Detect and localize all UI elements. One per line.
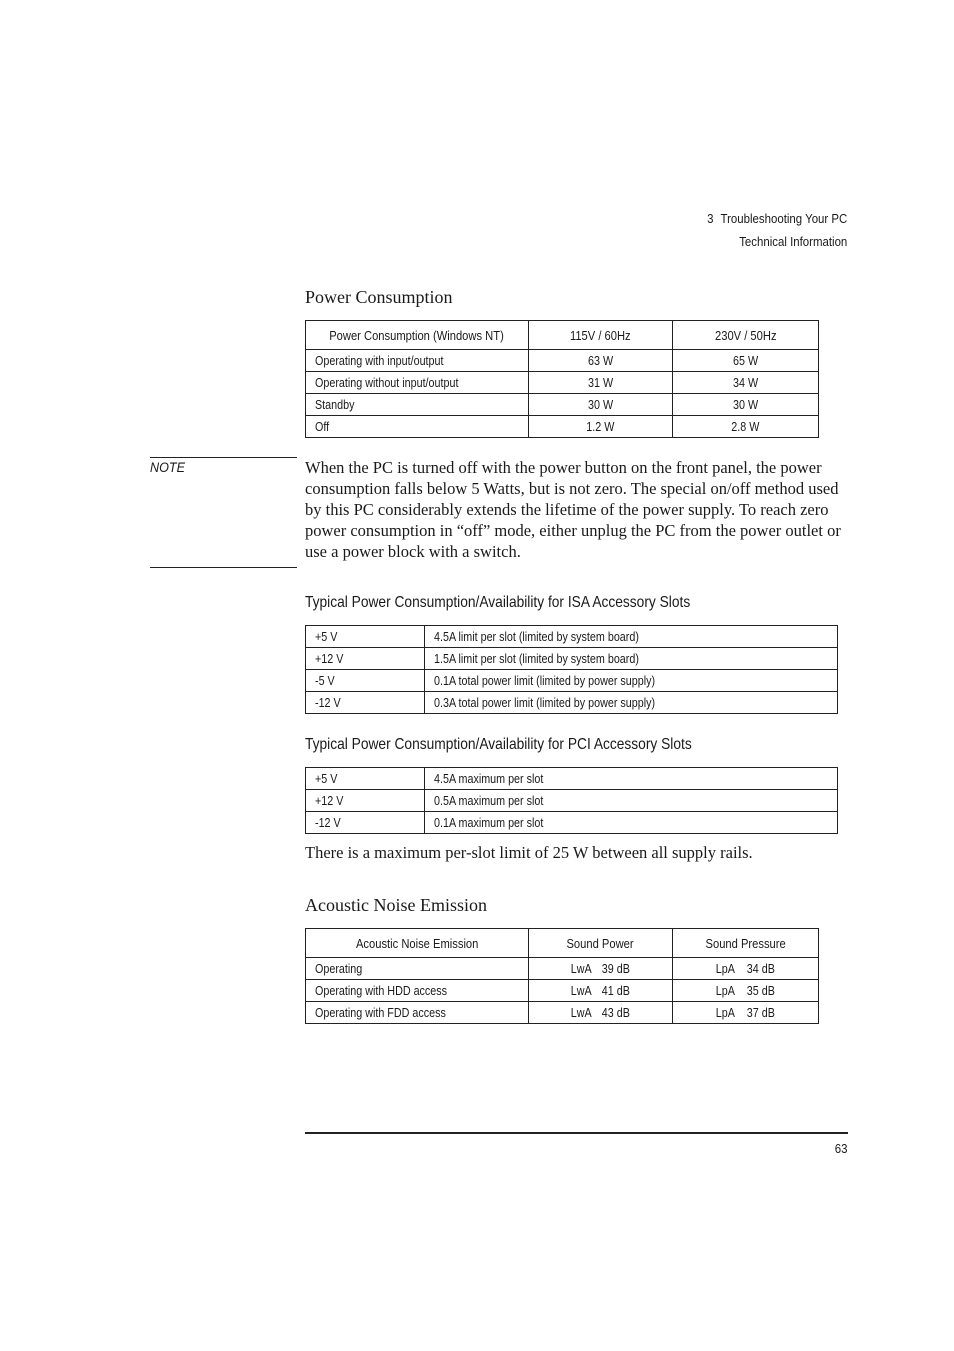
table-cell: 0.3A total power limit (limited by power supply) bbox=[424, 692, 837, 714]
acoustic-table bbox=[305, 928, 819, 1024]
table-cell: 30 W bbox=[528, 394, 673, 416]
table-cell: Operating with HDD access bbox=[306, 980, 529, 1002]
table-cell: 0.1A maximum per slot bbox=[424, 812, 837, 834]
table-row bbox=[306, 692, 838, 714]
table-row bbox=[306, 372, 819, 394]
table-cell: 4.5A limit per slot (limited by system board) bbox=[424, 626, 837, 648]
note-rule-top bbox=[150, 457, 297, 458]
column-header: Power Consumption (Windows NT) bbox=[306, 321, 529, 350]
chapter-number: 3 bbox=[706, 211, 714, 226]
column-header: 115V / 60Hz bbox=[528, 321, 673, 350]
table-cell: LpA 34 dB bbox=[673, 958, 819, 980]
page-number: 63 bbox=[834, 1141, 847, 1156]
table-cell: +5 V bbox=[306, 768, 425, 790]
table-cell: +5 V bbox=[306, 626, 425, 648]
table-cell: 65 W bbox=[673, 350, 819, 372]
table-row bbox=[306, 1002, 819, 1024]
pci-slots-table bbox=[305, 767, 838, 834]
table-header-row bbox=[306, 929, 819, 958]
table-cell: -12 V bbox=[306, 812, 425, 834]
table-cell: LpA 37 dB bbox=[673, 1002, 819, 1024]
table-cell: 0.5A maximum per slot bbox=[424, 790, 837, 812]
table-cell: Operating without input/output bbox=[306, 372, 529, 394]
note-label: NOTE bbox=[150, 459, 186, 475]
table-cell: 34 W bbox=[673, 372, 819, 394]
acoustic-heading: Acoustic Noise Emission bbox=[305, 895, 487, 915]
table-cell: 4.5A maximum per slot bbox=[424, 768, 837, 790]
table-row bbox=[306, 670, 838, 692]
table-cell: 2.8 W bbox=[673, 416, 819, 438]
table-cell: Standby bbox=[306, 394, 529, 416]
table-cell: 31 W bbox=[528, 372, 673, 394]
table-cell: LwA 43 dB bbox=[528, 1002, 673, 1024]
table-cell: 1.2 W bbox=[528, 416, 673, 438]
table-cell: Operating with FDD access bbox=[306, 1002, 529, 1024]
table-cell: Operating bbox=[306, 958, 529, 980]
table-header-row bbox=[306, 321, 819, 350]
chapter-heading bbox=[707, 207, 847, 230]
isa-slots-table bbox=[305, 625, 838, 714]
table-cell: LwA 39 dB bbox=[528, 958, 673, 980]
note-rule-bottom bbox=[150, 567, 297, 568]
table-cell: -5 V bbox=[306, 670, 425, 692]
table-row bbox=[306, 980, 819, 1002]
table-cell: 0.1A total power limit (limited by power supply) bbox=[424, 670, 837, 692]
table-row bbox=[306, 626, 838, 648]
table-cell: 1.5A limit per slot (limited by system board) bbox=[424, 648, 837, 670]
pci-slots-heading: Typical Power Consumption/Availability for PCI Accessory Slots bbox=[305, 736, 692, 753]
table-row bbox=[306, 790, 838, 812]
table-row bbox=[306, 416, 819, 438]
table-row bbox=[306, 350, 819, 372]
table-row bbox=[306, 648, 838, 670]
running-head bbox=[707, 207, 847, 253]
table-cell: 30 W bbox=[673, 394, 819, 416]
table-row bbox=[306, 768, 838, 790]
table-cell: Operating with input/output bbox=[306, 350, 529, 372]
column-header: Sound Pressure bbox=[673, 929, 819, 958]
table-row bbox=[306, 812, 838, 834]
table-cell: +12 V bbox=[306, 648, 425, 670]
column-header: Acoustic Noise Emission bbox=[306, 929, 529, 958]
table-cell: -12 V bbox=[306, 692, 425, 714]
table-cell: 63 W bbox=[528, 350, 673, 372]
note-text: When the PC is turned off with the power button on the front panel, the power consumption falls below 5 Watts, but is not zero. The special on/off method used by this PC considerably extends the lifetime of the power supply. To reach zero power consumption in “off” mode, either unplug the PC from the power outlet or use a power block with a switch. bbox=[305, 458, 841, 561]
isa-slots-heading: Typical Power Consumption/Availability for ISA Accessory Slots bbox=[305, 594, 691, 611]
power-consumption-heading: Power Consumption bbox=[305, 287, 453, 307]
power-consumption-table bbox=[305, 320, 819, 438]
column-header: Sound Power bbox=[528, 929, 673, 958]
table-row bbox=[306, 394, 819, 416]
table-cell: LpA 35 dB bbox=[673, 980, 819, 1002]
pci-footnote: There is a maximum per-slot limit of 25 W between all supply rails. bbox=[305, 843, 753, 862]
table-cell: LwA 41 dB bbox=[528, 980, 673, 1002]
footer-rule bbox=[305, 1132, 848, 1134]
section-title: Technical Information bbox=[738, 234, 847, 249]
table-cell: +12 V bbox=[306, 790, 425, 812]
table-cell: Off bbox=[306, 416, 529, 438]
column-header: 230V / 50Hz bbox=[673, 321, 819, 350]
chapter-title: Troubleshooting Your PC bbox=[720, 211, 847, 226]
table-row bbox=[306, 958, 819, 980]
